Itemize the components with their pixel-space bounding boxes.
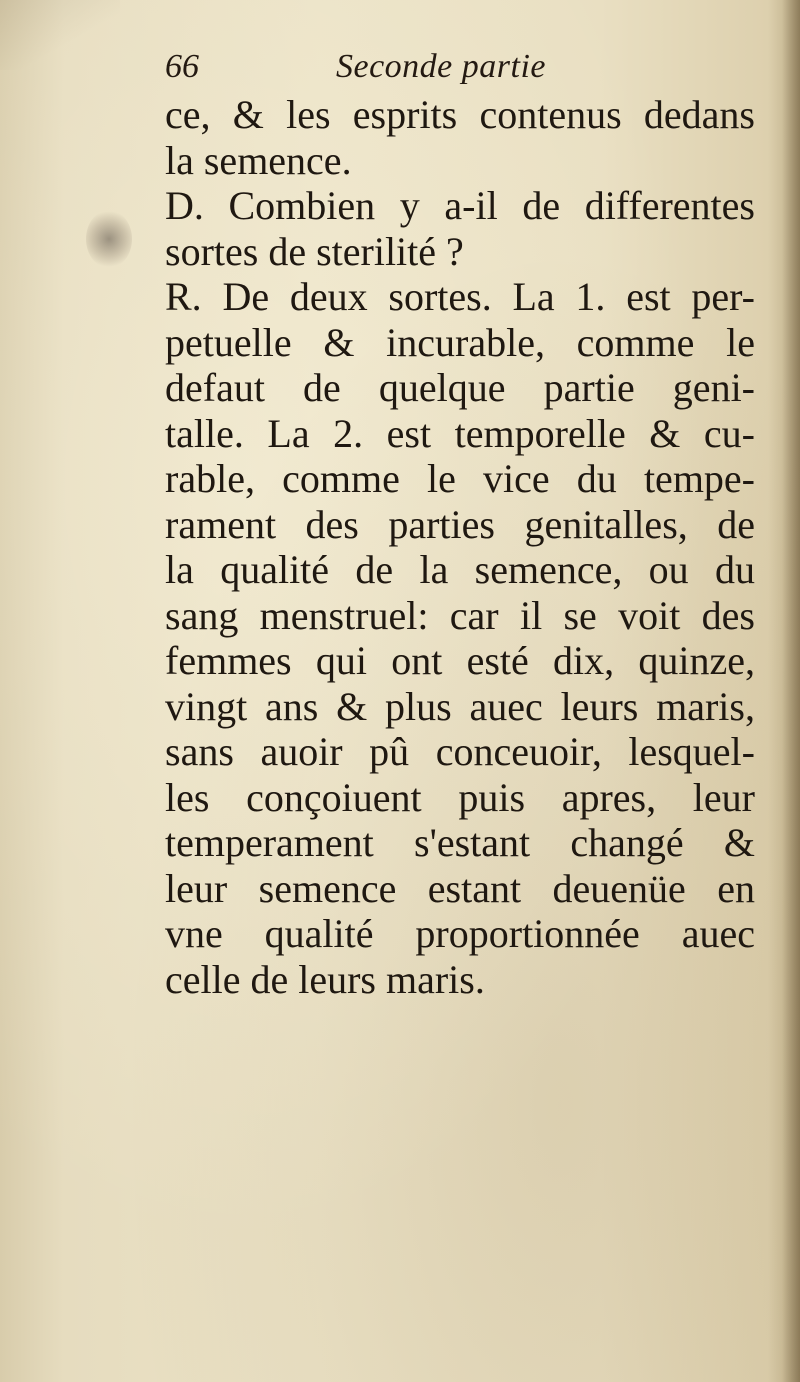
text-line: vne qualité proportionnée auec	[165, 911, 755, 956]
text-line: talle. La 2. est temporelle & cu-	[165, 410, 755, 456]
text-line: celle de leurs maris.	[165, 956, 485, 1002]
text-line: leur semence estant deuenüe en	[165, 865, 755, 911]
body-text	[165, 92, 765, 1002]
text-line: D. Combien y a-il de differentes	[165, 183, 755, 228]
text-line: vingt ans & plus auec leurs maris,	[165, 683, 755, 729]
ink-stain	[86, 210, 132, 268]
page-header	[0, 48, 800, 96]
text-line: rable, comme le vice du tempe-	[165, 456, 755, 501]
text-line: la semence.	[165, 137, 352, 183]
page-number: 66	[165, 48, 199, 85]
text-line: sang menstruel: car il se voit des	[165, 592, 755, 638]
text-line: sans auoir pû conceuoir, lesquel-	[165, 729, 755, 774]
text-line: petuelle & incurable, comme le	[165, 319, 755, 365]
text-line: ce, & les esprits contenus dedans	[165, 92, 755, 137]
text-line: defaut de quelque partie geni-	[165, 365, 755, 410]
text-line: les conçoiuent puis apres, leur	[165, 774, 755, 820]
text-line: sortes de sterilité ?	[165, 228, 464, 274]
text-line: rament des parties genitalles, de	[165, 501, 755, 547]
running-head: Seconde partie	[336, 48, 546, 85]
text-line: temperament s'estant changé &	[165, 820, 755, 865]
text-line: femmes qui ont esté dix, quinze,	[165, 638, 755, 683]
text-line: la qualité de la semence, ou du	[165, 547, 755, 592]
page-edge-shadow	[782, 0, 800, 1382]
text-line: R. De deux sortes. La 1. est per-	[165, 274, 755, 319]
